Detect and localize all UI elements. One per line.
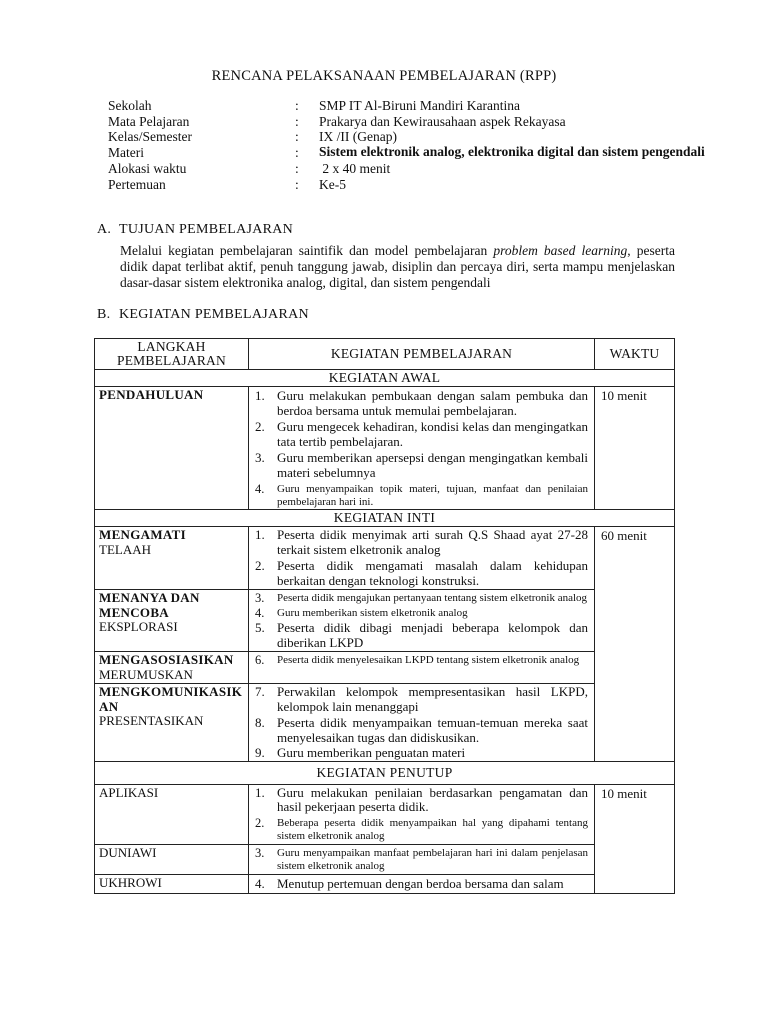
list-item [251, 387, 588, 418]
table-row [95, 874, 675, 894]
activity-list [251, 875, 588, 892]
activity-list [251, 845, 588, 873]
activity-list [251, 590, 588, 650]
info-colon: : [295, 176, 299, 192]
info-colon: : [295, 129, 299, 145]
item-text: Peserta didik mengajukan pertanyaan tentang sistem elketronik analog [277, 592, 588, 604]
info-label: Pertemuan [108, 176, 166, 192]
info-value: 2 x 40 menit [319, 161, 391, 177]
list-item [251, 845, 588, 873]
item-number: 2. [255, 419, 265, 434]
activity-cell [249, 844, 595, 874]
info-row-materi [108, 145, 708, 161]
section-heading-a [97, 222, 293, 238]
info-value: Sistem elektronik analog, elektronika digital dan sistem pengendali [319, 144, 705, 160]
item-text: Guru menyampaikan manfaat pembelajaran hari ini dalam penjelasan sistem elketronik analog [277, 846, 588, 872]
item-number: 3. [255, 845, 265, 860]
step-name: MENGASOSIASIKAN [99, 652, 234, 667]
info-row-mata-pelajaran [108, 114, 708, 130]
band-row-awal [95, 370, 675, 387]
item-text: Peserta didik menyelesaikan LKPD tentang sistem elketronik analog [277, 654, 580, 666]
step-sub: EKSPLORASI [99, 619, 178, 634]
section-title: TUJUAN PEMBELAJARAN [119, 222, 294, 237]
time-cell: 10 menit [595, 387, 675, 510]
activity-cell [249, 527, 595, 590]
item-number: 3. [255, 591, 265, 605]
table-row [95, 652, 675, 684]
step-cell [95, 874, 249, 894]
objective-text-1: Melalui kegiatan pembelajaran saintifik dan model pembelajaran [120, 243, 494, 258]
identity-block [108, 98, 708, 193]
table-row [95, 527, 675, 590]
item-number: 2. [255, 558, 265, 573]
activity-cell [249, 784, 595, 844]
activity-list [251, 387, 588, 509]
list-item [251, 746, 588, 761]
activity-list [251, 785, 588, 843]
item-number: 4. [255, 875, 265, 891]
step-cell [95, 844, 249, 874]
header-langkah: LANGKAH PEMBELAJARAN [95, 339, 249, 370]
list-item [251, 590, 588, 605]
table-row [95, 684, 675, 762]
item-text: Menutup pertemuan dengan berdoa bersama dan salam [277, 875, 564, 891]
info-colon: : [295, 144, 299, 160]
table-row [95, 387, 675, 510]
list-item [251, 483, 588, 509]
item-number: 3. [255, 450, 265, 465]
step-cell [95, 784, 249, 844]
info-row-sekolah [108, 98, 708, 114]
document-title: RENCANA PELAKSANAAN PEMBELAJARAN (RPP) [211, 68, 557, 84]
objective-text-italic: problem based learning [493, 243, 628, 258]
item-text: Peserta didik menyampaikan temuan-temuan mereka saat menyelesaikan tugas dan didiskusikan. [277, 715, 588, 745]
activity-list [251, 684, 588, 761]
band-row-penutup [95, 761, 675, 784]
list-item [251, 559, 588, 588]
info-row-alokasi-waktu [108, 161, 708, 177]
time-cell: 10 menit [595, 784, 675, 894]
activity-cell [249, 684, 595, 762]
list-item [251, 420, 588, 449]
header-waktu: WAKTU [595, 339, 675, 370]
list-item [251, 527, 588, 557]
info-label: Kelas/Semester [108, 129, 192, 145]
item-number: 1. [255, 388, 265, 403]
info-value: SMP IT Al-Biruni Mandiri Karantina [319, 98, 520, 113]
activity-cell [249, 652, 595, 684]
step-name: PENDAHULUAN [99, 387, 204, 402]
list-item [251, 684, 588, 714]
table-row [95, 844, 675, 874]
item-number: 1. [255, 784, 265, 800]
item-text: Peserta didik menyimak arti surah Q.S Shaad ayat 27-28 terkait sistem elketronik analog [277, 527, 588, 557]
item-text: Peserta didik mengamati masalah dalam kehidupan berkaitan dengan teknologi konstruksi. [277, 558, 588, 588]
step-sub: PRESENTASIKAN [99, 713, 204, 728]
band-label: KEGIATAN PENUTUP [95, 761, 675, 784]
item-number: 5. [255, 620, 265, 635]
info-value: IX /II (Genap) [319, 129, 397, 145]
section-letter: A. [97, 222, 112, 237]
list-item [251, 817, 588, 843]
activity-cell [249, 874, 595, 894]
activity-list [251, 652, 588, 667]
info-colon: : [295, 113, 299, 129]
item-number: 2. [255, 815, 265, 830]
list-item [251, 451, 588, 480]
info-label: Sekolah [108, 98, 152, 113]
info-value: Prakarya dan Kewirausahaan aspek Rekayasa [319, 113, 566, 129]
item-text: Perwakilan kelompok mempresentasikan hasil LKPD, kelompok lain menanggapi [277, 684, 588, 714]
info-colon: : [295, 98, 299, 113]
item-number: 6. [255, 653, 265, 667]
table-row [95, 590, 675, 652]
step-name: MENANYA DAN MENCOBA [99, 590, 200, 620]
info-label: Alokasi waktu [108, 161, 187, 177]
item-text: Guru memberikan penguatan materi [277, 745, 466, 760]
step-cell [95, 652, 249, 684]
item-text: Guru melakukan pembukaan dengan salam pembuka dan berdoa bersama untuk memulai pembelajaran. [277, 388, 588, 418]
step-cell [95, 684, 249, 762]
step-cell [95, 527, 249, 590]
table-header-row [95, 339, 675, 370]
info-colon: : [295, 161, 299, 177]
info-row-kelas-semester [108, 129, 708, 145]
step-sub: MERUMUSKAN [99, 666, 193, 682]
band-row-inti [95, 510, 675, 527]
band-label: KEGIATAN AWAL [95, 370, 675, 387]
section-letter: B. [97, 307, 111, 322]
item-number: 7. [255, 684, 265, 699]
header-kegiatan: KEGIATAN PEMBELAJARAN [249, 339, 595, 370]
step-cell [95, 387, 249, 510]
step-name: APLIKASI [99, 784, 159, 800]
step-name: DUNIAWI [99, 844, 157, 860]
list-item [251, 785, 588, 815]
objective-paragraph [120, 243, 675, 291]
item-number: 1. [255, 527, 265, 542]
item-text: Guru memberikan apersepsi dengan mengingatkan kembali materi sebelumnya [277, 450, 588, 480]
item-number: 8. [255, 715, 265, 730]
step-name: MENGKOMUNIKASIKAN [99, 684, 243, 714]
item-text: Guru melakukan penilaian berdasarkan pengamatan dan hasil pekerjaan peserta didik. [277, 784, 588, 814]
item-number: 9. [255, 745, 265, 760]
step-name: MENGAMATI [99, 527, 186, 542]
section-heading-b [97, 307, 309, 323]
step-sub: TELAAH [99, 541, 151, 557]
section-title: KEGIATAN PEMBELAJARAN [119, 307, 309, 322]
activity-cell [249, 387, 595, 510]
item-number: 4. [255, 482, 265, 496]
list-item [251, 716, 588, 745]
item-text: Guru memberikan sistem elketronik analog [277, 607, 468, 619]
list-item [251, 875, 588, 892]
table-row [95, 784, 675, 844]
info-row-pertemuan [108, 177, 708, 193]
item-text: Guru menyampaikan topik materi, tujuan, manfaat dan penilaian pembelajaran hari ini. [277, 483, 588, 508]
step-name: UKHROWI [99, 874, 162, 890]
step-cell [95, 590, 249, 652]
item-text: Peserta didik dibagi menjadi beberapa kelompok dan diberikan LKPD [277, 620, 588, 650]
time-cell: 60 menit [595, 527, 675, 762]
info-label: Mata Pelajaran [108, 113, 190, 129]
activity-table [94, 338, 675, 894]
activity-cell [249, 590, 595, 652]
objective-text-2: , peserta didik dapat terlibat aktif, penuh tanggung jawab, disiplin dan percaya diri, serta mampu menjelaskan dasar-dasar sistem elektronika analog, digital, dan sistem pengendali [120, 243, 675, 290]
activity-list [251, 527, 588, 588]
item-text: Guru mengecek kehadiran, kondisi kelas dan mengingatkan tata tertib pembelajaran. [277, 419, 588, 449]
info-value: Ke-5 [319, 176, 346, 192]
item-number: 4. [255, 606, 265, 620]
band-label: KEGIATAN INTI [95, 510, 675, 527]
item-text: Beberapa peserta didik menyampaikan hal yang dipahami tentang sistem elketronik analog [277, 816, 588, 842]
list-item [251, 607, 588, 620]
info-label: Materi [108, 144, 144, 160]
list-item [251, 621, 588, 650]
list-item [251, 652, 588, 667]
